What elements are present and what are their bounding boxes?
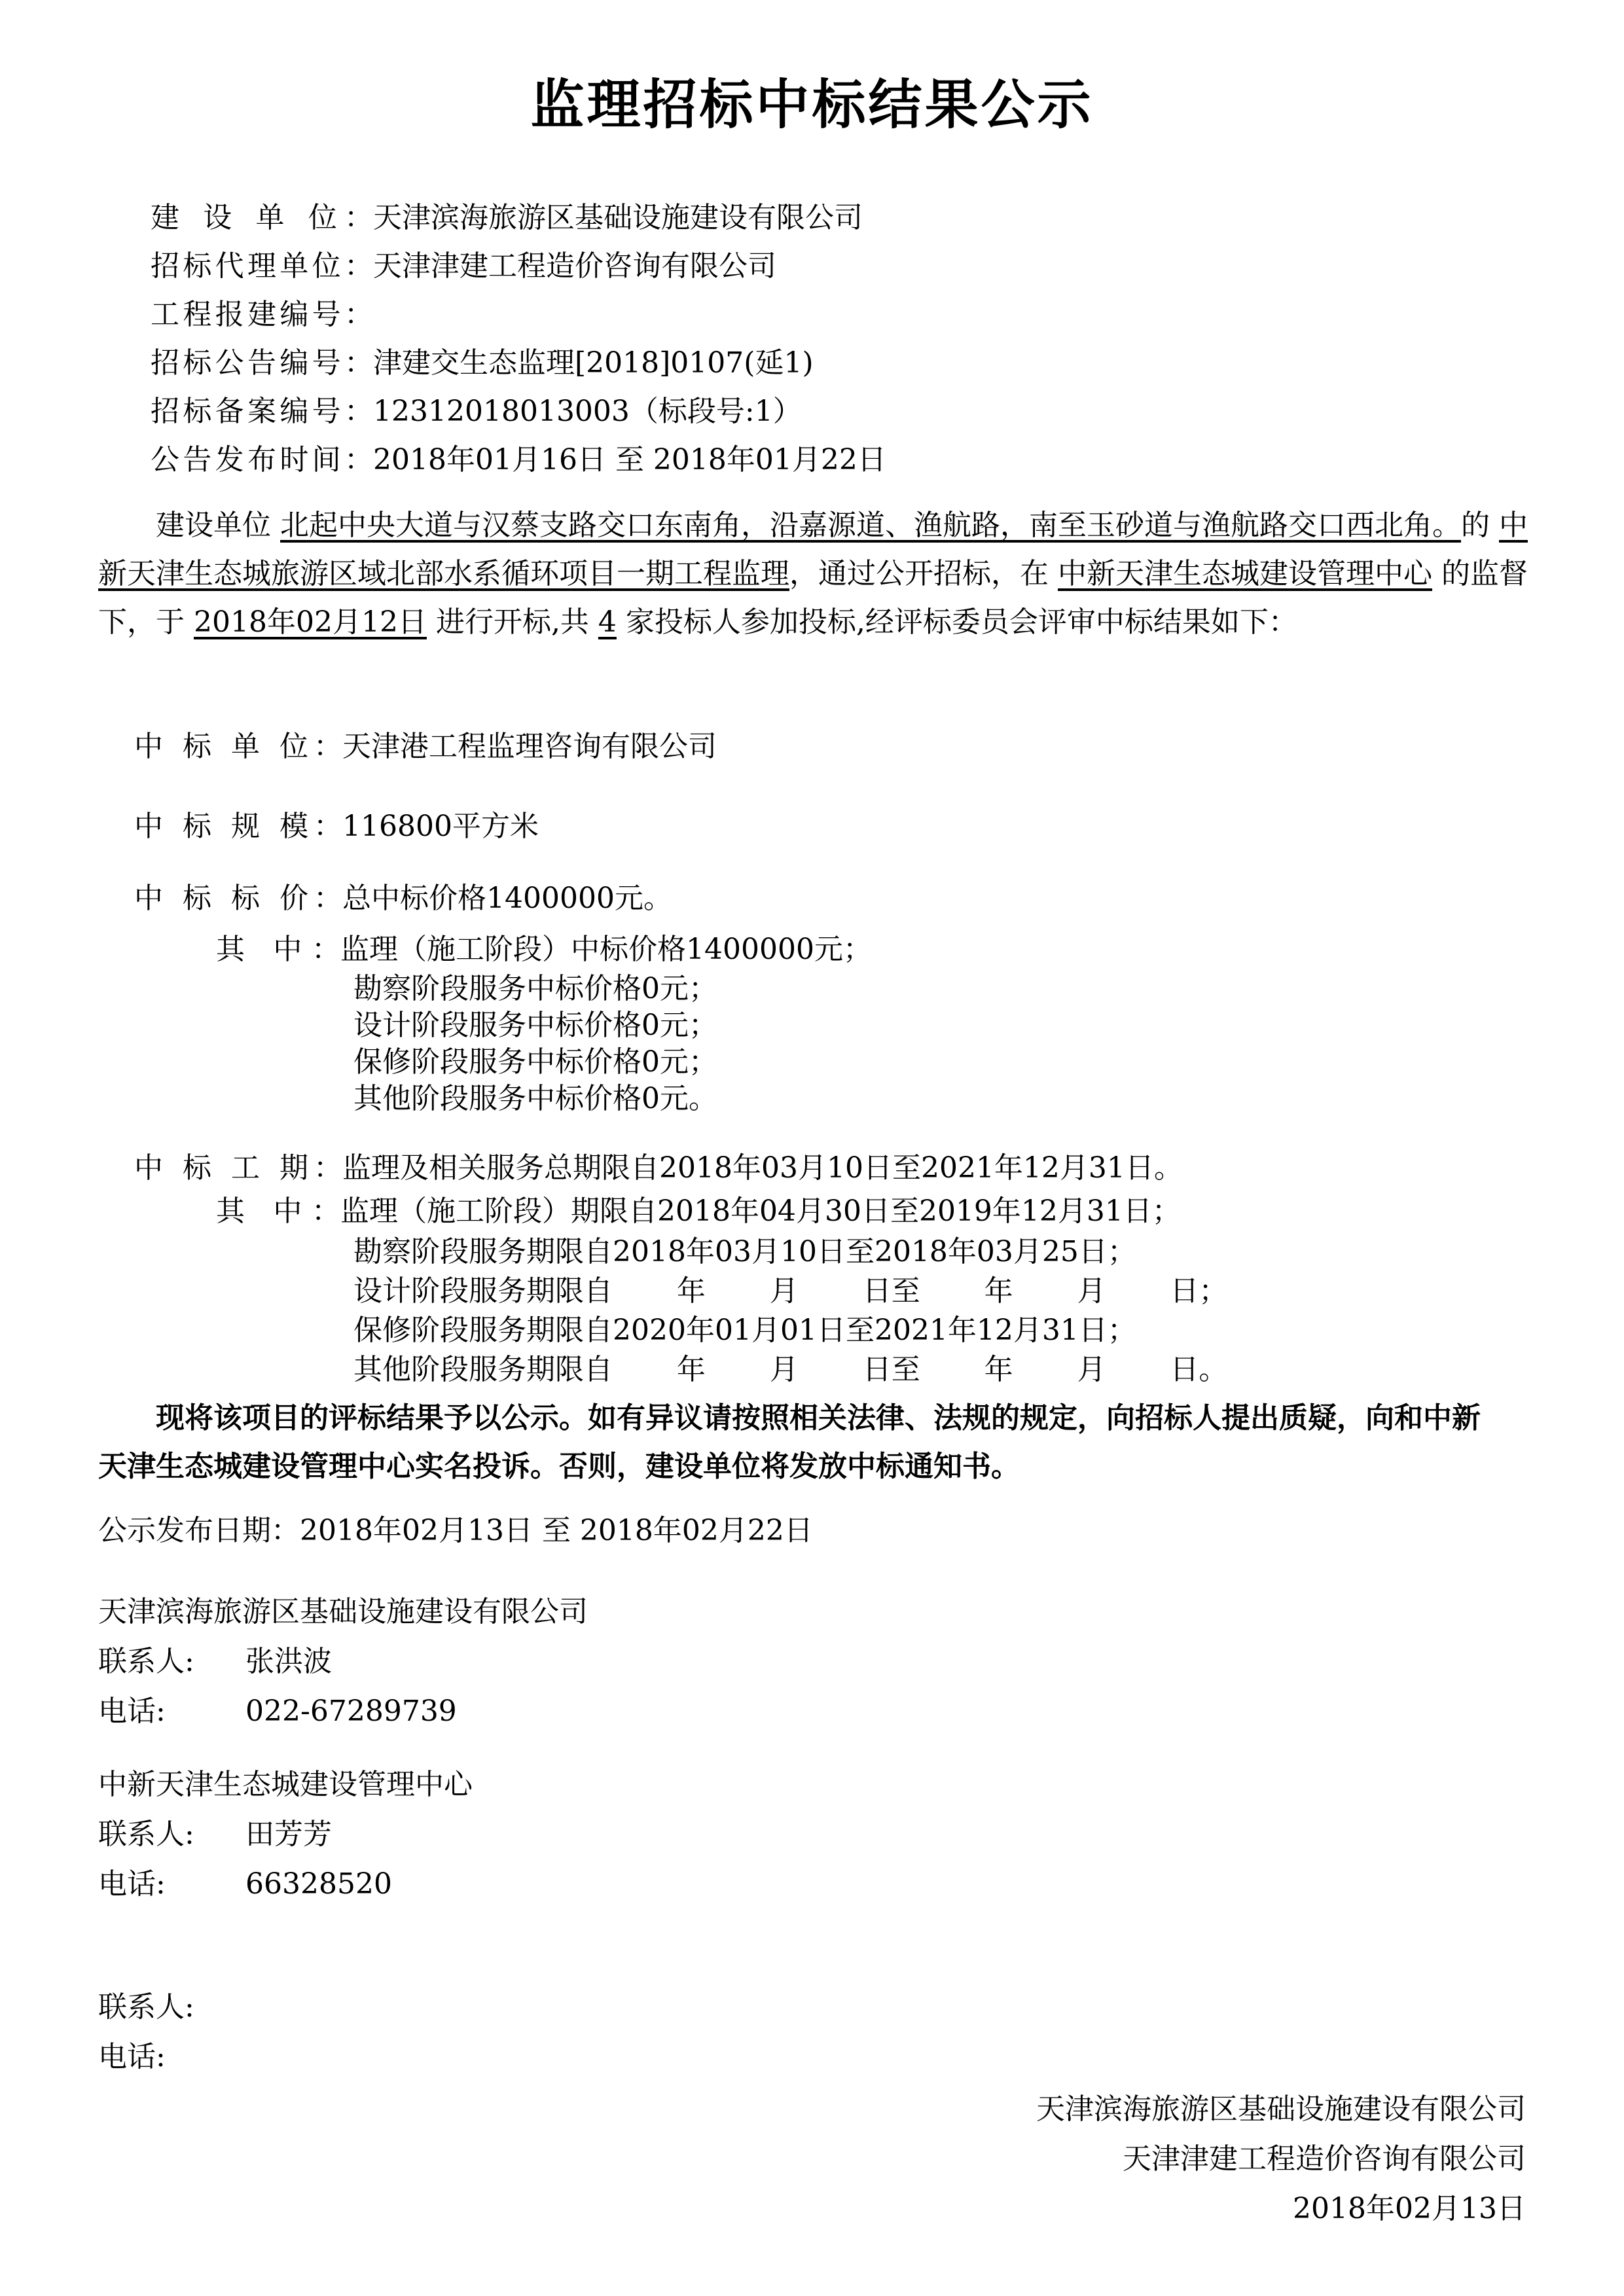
- winner-name: 天津港工程监理咨询有限公司: [342, 730, 717, 763]
- period-breakdown-first: [216, 1187, 1181, 1229]
- para-text: 建设单位: [156, 509, 280, 542]
- contact-org: 天津滨海旅游区基础设施建设有限公司: [98, 1595, 588, 1628]
- period-total: 监理及相关服务总期限自2018年03月10日至2021年12月31日。: [342, 1151, 1183, 1185]
- signature-org-1: 天津滨海旅游区基础设施建设有限公司: [1036, 2092, 1526, 2126]
- blank-contact-phone: 电话:: [98, 2040, 166, 2073]
- blank-contact-person: 联系人:: [98, 1990, 194, 2024]
- result-price: [134, 874, 672, 916]
- intro-paragraph: [98, 501, 1551, 647]
- para-text: 进行开标,共: [426, 605, 598, 639]
- price-item: 保修阶段服务中标价格0元；: [353, 1045, 717, 1079]
- contact-label: 电话:: [98, 1867, 166, 1901]
- contact-org: 中新天津生态城建设管理中心: [98, 1768, 473, 1801]
- publish-date: 公示发布日期：2018年02月13日 至 2018年02月22日: [98, 1514, 813, 1547]
- contact-phone: 022-67289739: [245, 1695, 457, 1728]
- contact-phone-row: [98, 1687, 457, 1729]
- project-location: 北起中央大道与汉蔡支路交口东南角，沿嘉源道、渔航路，南至玉砂道与渔航路交口西北角。: [280, 509, 1461, 542]
- info-row-agent: [151, 242, 776, 284]
- supervising-body: 中新天津生态城建设管理中心: [1058, 557, 1432, 590]
- scale-value: 116800平方米: [342, 810, 539, 843]
- info-label: 建 设 单 位：: [151, 201, 373, 234]
- contact-person-row: [98, 1638, 332, 1679]
- bidder-count: 4: [598, 605, 617, 639]
- result-label: 中 标 规 模：: [134, 810, 342, 843]
- contact-label: 电话:: [98, 1695, 166, 1728]
- signature-date: 2018年02月13日: [1293, 2192, 1526, 2225]
- result-period: [134, 1144, 1183, 1186]
- price-total: 总中标价格1400000元。: [342, 882, 672, 915]
- result-scale: [134, 802, 539, 844]
- price-item: 监理（施工阶段）中标价格1400000元；: [340, 933, 872, 966]
- contact-phone: 66328520: [245, 1867, 392, 1901]
- opening-date: 2018年02月12日: [194, 605, 427, 639]
- info-label: 招标代理单位：: [151, 249, 373, 283]
- period-item: 保修阶段服务期限自2020年01月01日至2021年12月31日；: [353, 1314, 1136, 1347]
- contact-label: 联系人:: [98, 1645, 194, 1678]
- result-label: 中 标 单 位：: [134, 730, 342, 763]
- para-text: ，通过公开招标，在: [789, 557, 1058, 590]
- period-item: 其他阶段服务期限自 年 月 日至 年 月 日。: [353, 1353, 1228, 1386]
- contact-label: 联系人:: [98, 1818, 194, 1851]
- sub-label: 其 中：: [216, 933, 340, 966]
- page-title: 监理招标中标结果公示: [530, 74, 1094, 136]
- period-item: 设计阶段服务期限自 年 月 日至 年 月 日；: [353, 1274, 1228, 1308]
- sub-label: 其 中：: [216, 1194, 340, 1228]
- info-value: 天津津建工程造价咨询有限公司: [373, 249, 776, 283]
- info-value: 天津滨海旅游区基础设施建设有限公司: [373, 201, 863, 234]
- contact-person: 田芳芳: [245, 1818, 332, 1851]
- price-item: 其他阶段服务中标价格0元。: [353, 1082, 717, 1115]
- result-label: 中 标 工 期：: [134, 1151, 342, 1185]
- info-label: 工程报建编号：: [151, 298, 373, 331]
- signature-org-2: 天津津建工程造价咨询有限公司: [1123, 2142, 1526, 2176]
- para-text: 的: [1461, 509, 1499, 542]
- objection-notice: 现将该项目的评标结果予以公示。如有异议请按照相关法律、法规的规定，向招标人提出质疑，向和中新天津生态城建设管理中心实名投诉。否则，建设单位将发放中标通知书。: [98, 1401, 1481, 1483]
- info-row-builder: [151, 194, 863, 236]
- info-value: 2018年01月16日 至 2018年01月22日: [373, 443, 886, 476]
- result-winner: [134, 723, 717, 764]
- contact-person: 张洪波: [245, 1645, 332, 1678]
- info-value: 12312018013003（标段号:1）: [373, 395, 802, 428]
- price-item: 勘察阶段服务中标价格0元；: [353, 972, 717, 1005]
- contact-person-row: [98, 1810, 332, 1852]
- info-row-report-no: [151, 291, 373, 332]
- info-row-publish-time: [151, 436, 886, 478]
- para-text: 家投标人参加投标,经评标委员会评审中标结果如下：: [616, 605, 1297, 639]
- contact-phone-row: [98, 1860, 392, 1902]
- para-text: 的监督下，于: [98, 557, 1528, 639]
- period-item: 勘察阶段服务期限自2018年03月10日至2018年03月25日；: [353, 1235, 1136, 1268]
- price-item: 设计阶段服务中标价格0元；: [353, 1009, 717, 1042]
- info-label: 公告发布时间：: [151, 443, 373, 476]
- result-label: 中 标 标 价：: [134, 882, 342, 915]
- info-row-notice-no: [151, 339, 814, 381]
- period-item: 监理（施工阶段）期限自2018年04月30日至2019年12月31日；: [340, 1194, 1181, 1228]
- info-row-filing-no: [151, 387, 802, 429]
- project-name: 中新天津生态城旅游区域北部水系循环项目一期工程监理: [98, 509, 1528, 590]
- info-label: 招标备案编号：: [151, 395, 373, 428]
- info-label: 招标公告编号：: [151, 346, 373, 380]
- info-value: 津建交生态监理[2018]0107(延1): [373, 346, 814, 380]
- price-breakdown-first: [216, 925, 872, 967]
